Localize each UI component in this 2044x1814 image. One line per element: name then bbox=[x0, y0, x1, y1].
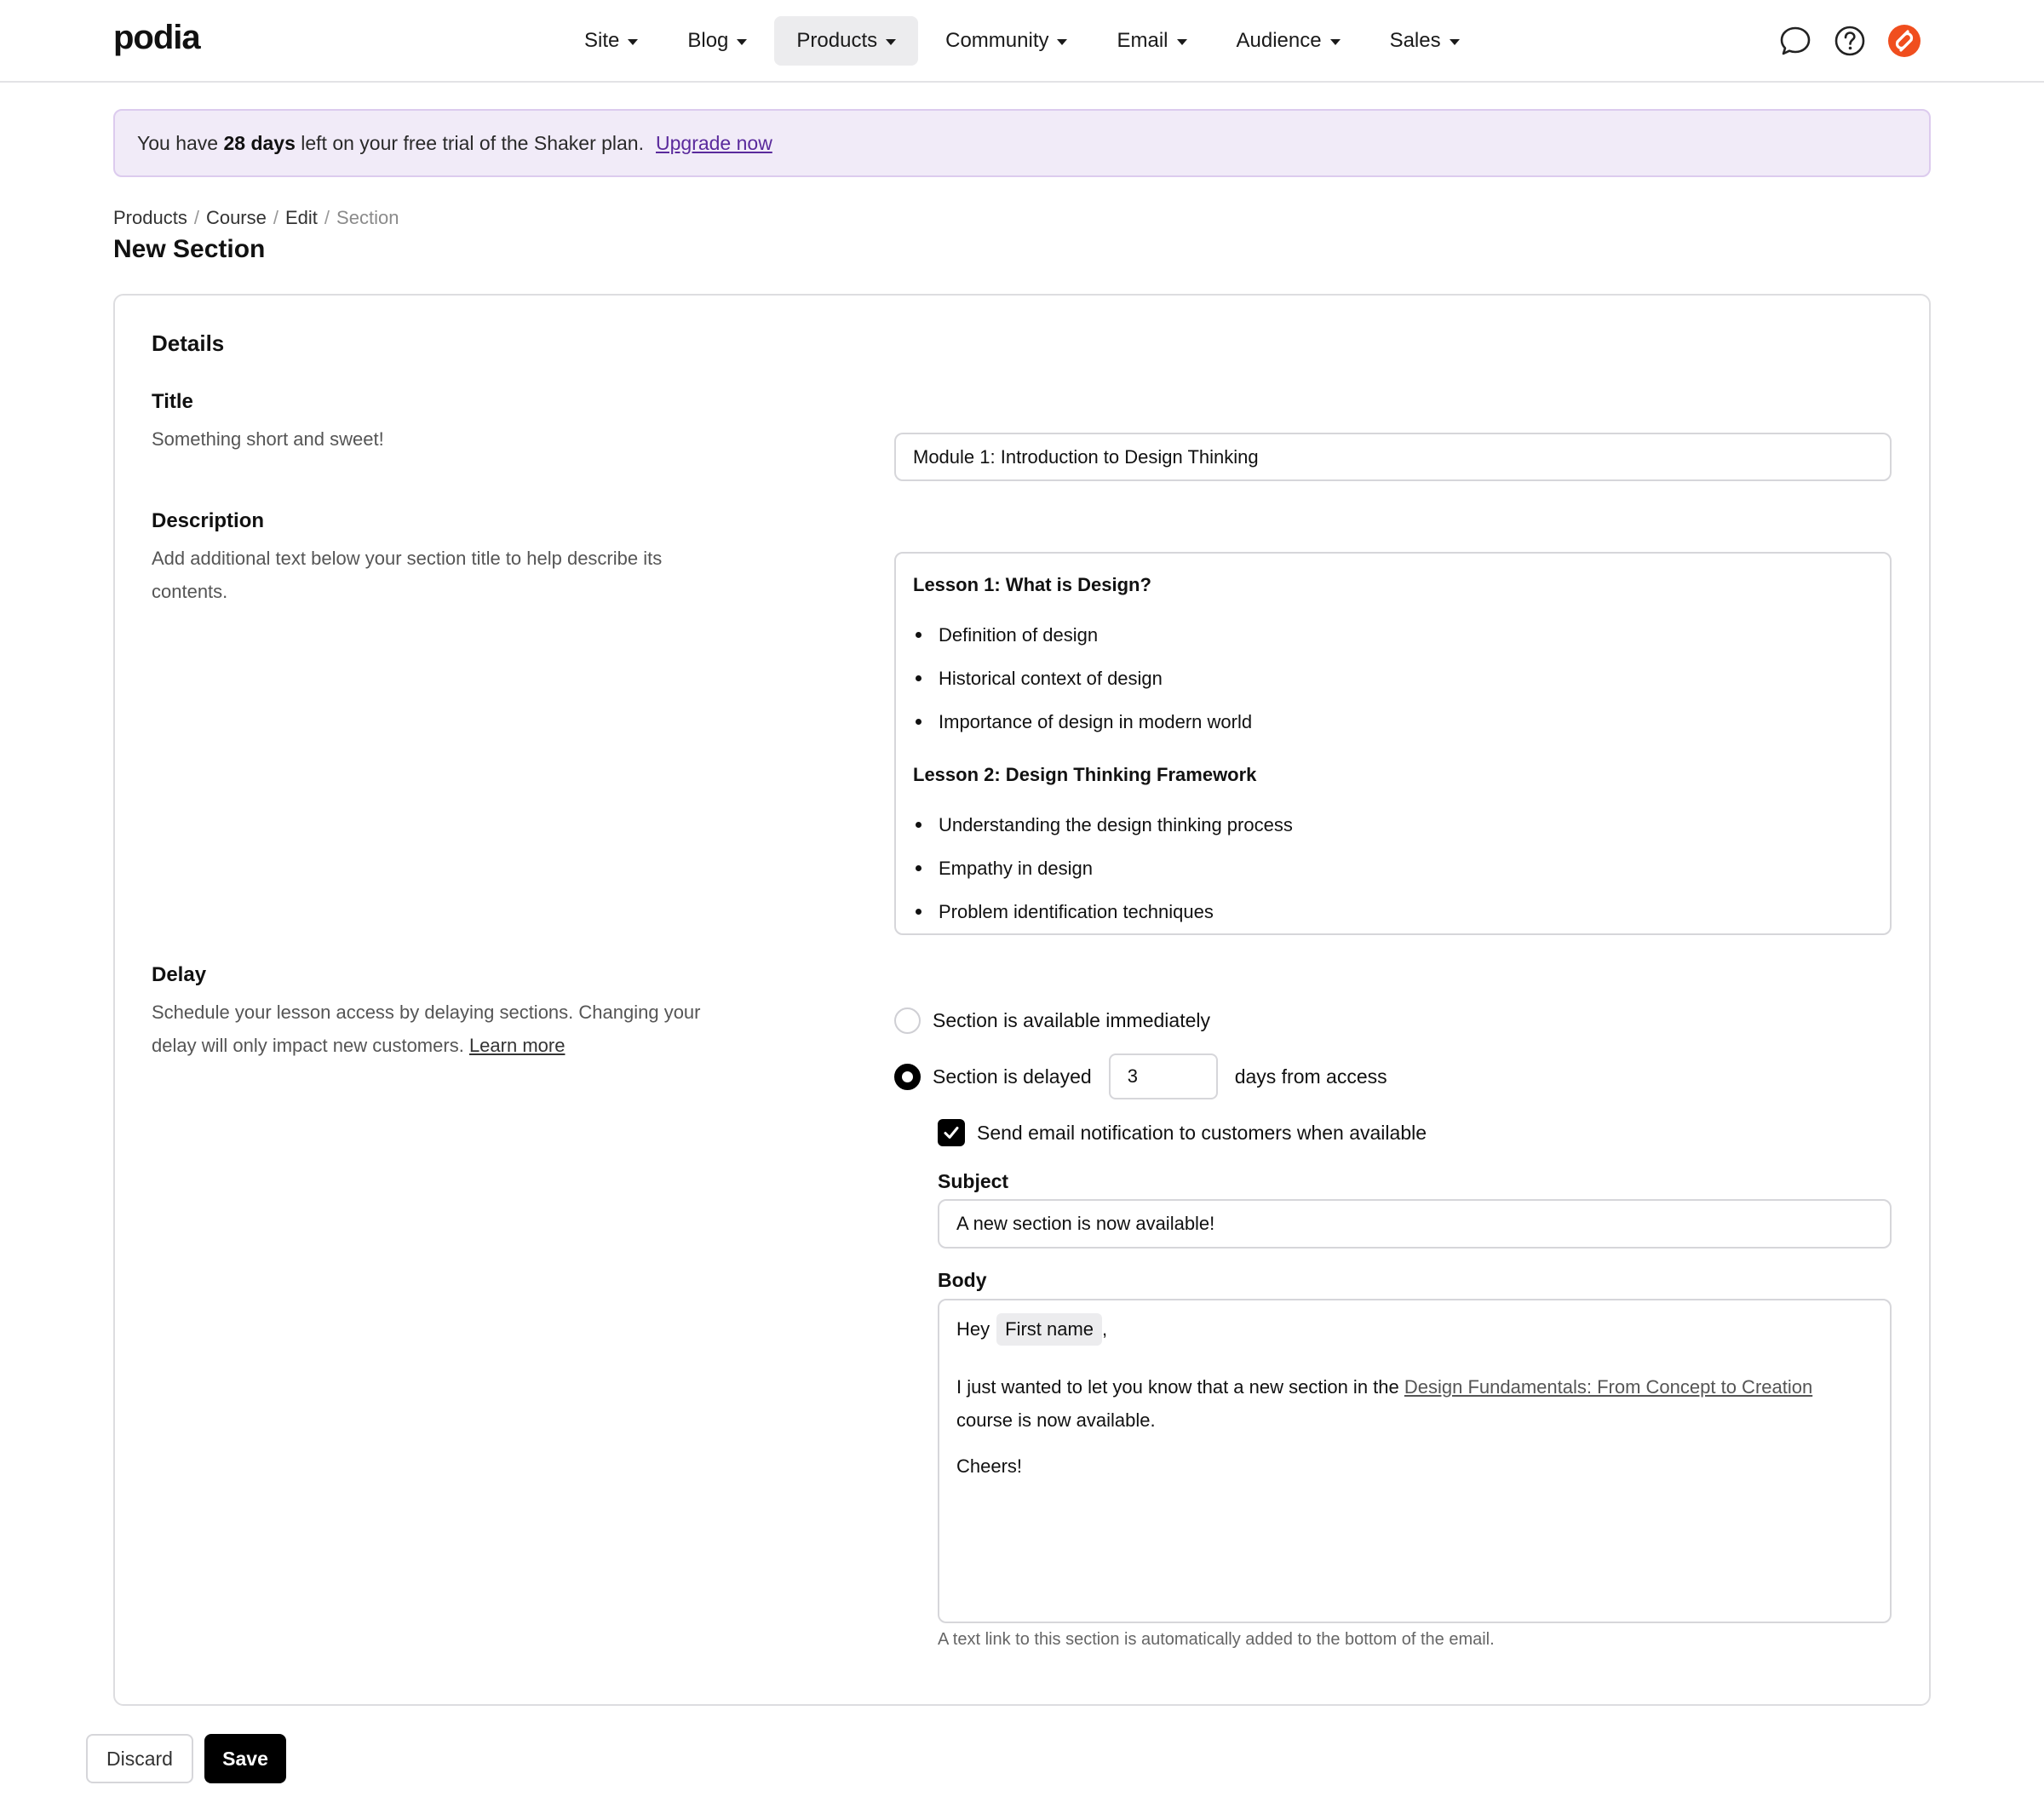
breadcrumb-course[interactable]: Course bbox=[205, 207, 267, 228]
body-paragraph-suffix: course is now available. bbox=[956, 1409, 1156, 1431]
option-immediate[interactable] bbox=[894, 1007, 1210, 1034]
notify-label: Send email notification to customers when available bbox=[977, 1121, 1427, 1144]
lesson-2-list bbox=[913, 803, 1873, 933]
subject-input[interactable]: A new section is now available! bbox=[938, 1199, 1892, 1249]
title-help: Something short and sweet! bbox=[152, 428, 384, 450]
list-item: Historical context of design bbox=[913, 657, 1873, 700]
delay-help-text: Schedule your lesson access by delaying sections. Changing your delay will only impact new customers. bbox=[152, 1002, 701, 1056]
nav-item-label: Products bbox=[796, 29, 878, 52]
main-nav bbox=[562, 16, 1487, 66]
banner-days: 28 days bbox=[223, 131, 296, 154]
breadcrumb-edit[interactable]: Edit bbox=[285, 207, 318, 228]
avatar[interactable] bbox=[1887, 24, 1921, 58]
save-button[interactable]: Save bbox=[204, 1734, 286, 1783]
delay-help bbox=[152, 996, 705, 1062]
radio-immediate[interactable] bbox=[894, 1007, 921, 1034]
course-link[interactable]: Design Fundamentals: From Concept to Creation bbox=[1404, 1376, 1813, 1398]
notify-checkbox-row[interactable] bbox=[938, 1119, 1427, 1146]
list-item: Empathy in design bbox=[913, 847, 1873, 890]
check-icon bbox=[942, 1123, 961, 1142]
list-item: Importance of design in modern world bbox=[913, 700, 1873, 743]
body-paragraph bbox=[956, 1370, 1873, 1437]
nav-item-products[interactable] bbox=[774, 16, 918, 66]
body-label: Body bbox=[938, 1269, 987, 1291]
title-label: Title bbox=[152, 390, 193, 413]
trial-banner bbox=[113, 109, 1931, 177]
chat-icon[interactable] bbox=[1778, 24, 1812, 58]
caret-down-icon bbox=[1450, 39, 1460, 45]
nav-item-site[interactable] bbox=[562, 16, 660, 66]
email-footnote: A text link to this section is automatically added to the bottom of the email. bbox=[938, 1630, 1495, 1649]
caret-down-icon bbox=[737, 39, 747, 45]
description-editor[interactable] bbox=[894, 552, 1892, 935]
breadcrumb-current: Section bbox=[336, 207, 399, 228]
breadcrumb-products[interactable]: Products bbox=[113, 207, 187, 228]
radio-delayed[interactable] bbox=[894, 1064, 921, 1090]
description-label: Description bbox=[152, 509, 265, 532]
list-item: Problem identification techniques bbox=[913, 890, 1873, 933]
signoff: Cheers! bbox=[956, 1455, 1023, 1477]
lesson-heading: Lesson 1: What is Design? bbox=[913, 574, 1151, 595]
nav-item-label: Email bbox=[1117, 29, 1168, 52]
nav-item-community[interactable] bbox=[923, 16, 1089, 66]
top-navigation-bar bbox=[0, 0, 2044, 83]
banner-suffix: left on your free trial of the Shaker plan. bbox=[301, 131, 644, 154]
option-delayed[interactable] bbox=[894, 1053, 1387, 1099]
nav-item-label: Sales bbox=[1389, 29, 1441, 52]
caret-down-icon bbox=[1057, 39, 1067, 45]
page-title: New Section bbox=[113, 235, 266, 263]
body-paragraph-prefix: I just wanted to let you know that a new section in the bbox=[956, 1376, 1399, 1398]
greeting-comma: , bbox=[1102, 1318, 1108, 1340]
nav-item-sales[interactable] bbox=[1368, 16, 1482, 66]
breadcrumb: Products / Course / Edit / Section bbox=[113, 207, 399, 228]
option-delayed-label: Section is delayed bbox=[933, 1065, 1092, 1088]
list-item: Understanding the design thinking process bbox=[913, 803, 1873, 847]
greeting: Hey bbox=[956, 1318, 990, 1340]
list-item: Definition of design bbox=[913, 613, 1873, 657]
description-help: Add additional text below your section title to help describe its contents. bbox=[152, 548, 663, 602]
upgrade-now-link[interactable]: Upgrade now bbox=[656, 131, 772, 154]
nav-item-label: Site bbox=[584, 29, 620, 52]
nav-item-audience[interactable] bbox=[1214, 16, 1363, 66]
top-right-icons bbox=[1758, 24, 1921, 58]
details-heading: Details bbox=[152, 330, 225, 356]
lesson-1-list bbox=[913, 613, 1873, 743]
first-name-merge-tag[interactable]: First name bbox=[996, 1313, 1102, 1346]
title-input[interactable]: Module 1: Introduction to Design Thinking bbox=[894, 433, 1892, 481]
nav-item-label: Blog bbox=[687, 29, 729, 52]
delay-days-input[interactable]: 3 bbox=[1109, 1053, 1218, 1099]
learn-more-link[interactable]: Learn more bbox=[468, 1035, 566, 1056]
days-suffix: days from access bbox=[1234, 1065, 1387, 1088]
email-body-editor[interactable] bbox=[938, 1299, 1892, 1623]
nav-item-email[interactable] bbox=[1094, 16, 1209, 66]
caret-down-icon bbox=[1177, 39, 1187, 45]
nav-item-blog[interactable] bbox=[665, 16, 769, 66]
podia-logo[interactable]: podia bbox=[113, 19, 200, 56]
greeting-line bbox=[956, 1312, 1873, 1346]
lesson-heading: Lesson 2: Design Thinking Framework bbox=[913, 764, 1257, 785]
nav-item-label: Audience bbox=[1236, 29, 1322, 52]
caret-down-icon bbox=[628, 39, 638, 45]
notify-checkbox[interactable] bbox=[938, 1119, 965, 1146]
option-immediate-label: Section is available immediately bbox=[933, 1009, 1210, 1031]
help-icon[interactable] bbox=[1833, 24, 1867, 58]
delay-label: Delay bbox=[152, 963, 207, 986]
banner-prefix: You have bbox=[137, 131, 219, 154]
caret-down-icon bbox=[1330, 39, 1341, 45]
subject-label: Subject bbox=[938, 1170, 1009, 1192]
nav-item-label: Community bbox=[945, 29, 1049, 52]
caret-down-icon bbox=[886, 39, 896, 45]
discard-button[interactable]: Discard bbox=[86, 1734, 193, 1783]
